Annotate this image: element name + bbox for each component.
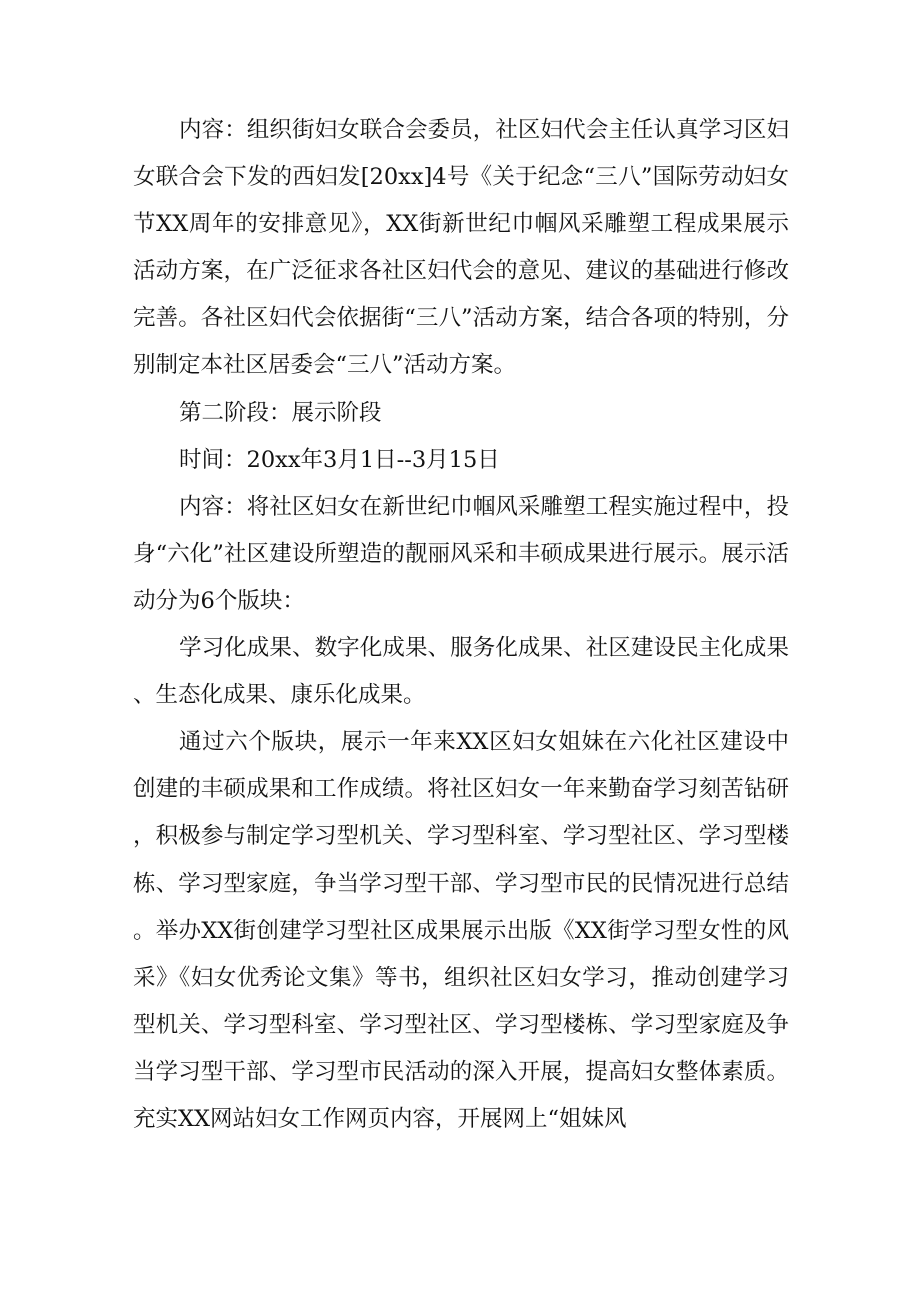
paragraph-content-3: 通过六个版块，展示一年来XX区妇女姐妹在六化社区建设中创建的丰硕成果和工作成绩。将社区妇女一年来勤奋学习刻苦钻研，积极参与制定学习型机关、学习型科室、学习型社区、学习型楼栋、学习型家庭，争当学习型干部、学习型市民的民情况进行总结。举办XX街创建学习型社区成果展示出版《XX街学习型女性的风采》《妇女优秀论文集》等书，组织社区妇女学习，推动创建学习型机关、学习型科室、学习型社区、学习型楼栋、学习型家庭及争当学习型干部、学习型市民活动的深入开展，提高妇女整体素质。充实XX网站妇女工作网页内容，开展网上“姐妹风 (133, 729, 789, 1132)
paragraph-time: 时间：20xx年3月1日--3月15日 (179, 446, 500, 473)
paragraph-blocks-list: 学习化成果、数字化成果、服务化成果、社区建设民主化成果、生态化成果、康乐化成果。 (133, 635, 789, 709)
paragraph-content-1: 内容：组织街妇女联合会委员，社区妇代会主任认真学习区妇女联合会下发的西妇发[20xx]4号《关于纪念“三八”国际劳动妇女节XX周年的安排意见》，XX街新世纪巾帼风采雕塑工程成果展示活动方案，在广泛征求各社区妇代会的意见、建议的基础进行修改完善。各社区妇代会依据街“三八”活动方案，结合各项的特别，分别制定本社区居委会“三八”活动方案。 (133, 117, 789, 379)
document-body (133, 107, 789, 1143)
paragraph-content-2: 内容：将社区妇女在新世纪巾帼风采雕塑工程实施过程中，投身“六化”社区建设所塑造的靓丽风采和丰硕成果进行展示。展示活动分为6个版块： (133, 493, 789, 614)
paragraph-stage-2-heading: 第二阶段：展示阶段 (179, 399, 382, 426)
